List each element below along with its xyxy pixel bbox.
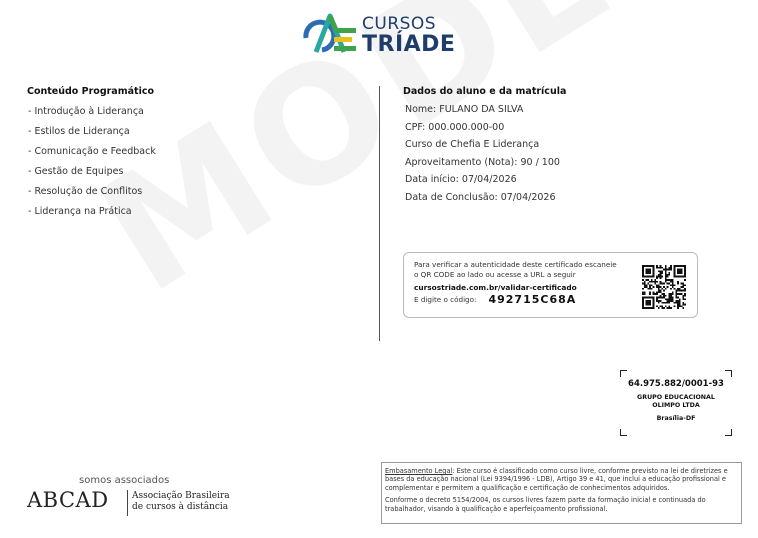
student-score: Aproveitamento (Nota): 90 / 100 — [405, 156, 560, 168]
program-title: Conteúdo Programático — [27, 86, 154, 97]
program-section — [27, 86, 156, 222]
verification-text — [414, 260, 634, 305]
student-name: Nome: FULANO DA SILVA — [405, 104, 524, 115]
verification-url[interactable]: cursostriade.com.br/validar-certificado — [414, 283, 577, 292]
stamp-cnpj: 64.975.882/0001-93 — [628, 379, 724, 389]
stamp-city: Brasília-DF — [656, 415, 696, 422]
program-item: - Introdução à Liderança — [28, 106, 144, 117]
abcad-divider — [127, 490, 128, 516]
stamp-company-line2: OLIMPO LTDA — [652, 402, 700, 409]
verification-box — [403, 252, 698, 318]
student-info — [403, 101, 566, 207]
verification-line2: o QR CODE ao lado ou acesse a URL a seguir — [414, 270, 576, 279]
column-divider — [379, 86, 380, 341]
program-item: - Comunicação e Feedback — [28, 146, 156, 157]
stamp-corner — [620, 370, 627, 377]
brand-logo — [300, 10, 470, 60]
stamp-company-line1: GRUPO EDUCACIONAL — [637, 394, 715, 401]
legal-label: Embasamento Legal — [385, 467, 453, 475]
verification-code-label: E digite o código: — [414, 295, 477, 304]
abcad-logo: ABCAD — [27, 488, 109, 512]
legal-text-1: : Este curso é classificado como curso livre, conforme previsto na lei de diretrizes e bases da educação nacional (Lei 9394/1996 - LDB), Artigo 39 e 41, que inclui a educação profissional e complementar e permitem a qualificação e certificação de conhecimentos adquiridos. — [385, 467, 728, 492]
legal-paragraph-2: Conforme o decreto 5154/2004, os cursos livres fazem parte da formação inicial e continuada do trabalhador, visando à qualificação e aperfeiçoamento profissional. — [385, 496, 706, 513]
company-stamp — [620, 370, 732, 436]
triade-logo-icon — [300, 10, 360, 56]
student-section — [403, 86, 566, 207]
legal-box — [381, 462, 742, 524]
program-list — [27, 102, 156, 222]
verification-code-row — [414, 295, 634, 305]
program-item: - Liderança na Prática — [28, 206, 132, 217]
abcad-fullname-line2: de cursos à distância — [132, 502, 229, 512]
verification-code: 492715C68A — [488, 293, 577, 306]
verification-line1: Para verificar a autenticidade deste certificado escaneie — [414, 260, 617, 269]
student-end-date: Data de Conclusão: 07/04/2026 — [405, 191, 556, 203]
legal-paragraph-1 — [385, 467, 738, 492]
qr-code-icon[interactable] — [642, 265, 686, 309]
stamp-corner — [725, 429, 732, 436]
stamp-corner — [725, 370, 732, 377]
logo-text-cursos: CURSOS — [362, 14, 437, 34]
stamp-company — [620, 394, 732, 410]
student-cpf: CPF: 000.000.000-00 — [405, 121, 505, 133]
student-title: Dados do aluno e da matrícula — [403, 86, 567, 97]
logo-text-triade: TRÍADE — [362, 32, 456, 57]
association-label: somos associados — [79, 475, 170, 486]
student-course: Curso de Chefia E Liderança — [405, 139, 540, 151]
student-start-date: Data início: 07/04/2026 — [405, 174, 517, 186]
abcad-fullname-line1: Associação Brasileira — [132, 491, 230, 501]
program-item: - Gestão de Equipes — [28, 166, 124, 177]
abcad-fullname — [132, 491, 230, 513]
program-item: - Resolução de Conflitos — [28, 186, 143, 197]
stamp-corner — [620, 429, 627, 436]
program-item: - Estilos de Liderança — [28, 126, 130, 137]
